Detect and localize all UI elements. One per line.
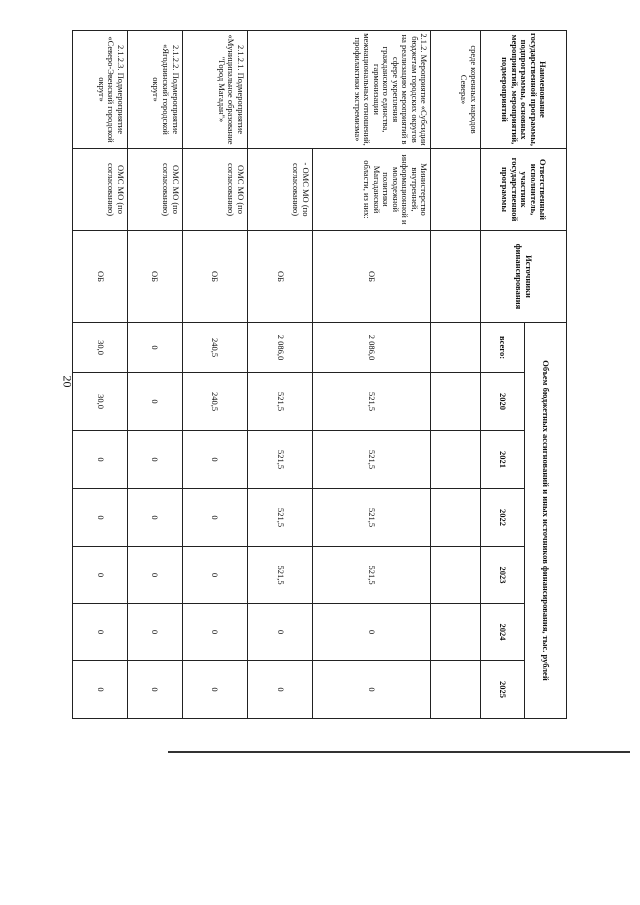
cell-total: 0: [127, 323, 182, 373]
cell-executor: ОМС МО (по согласованию): [127, 149, 182, 231]
rotated-table-inner: [72, 30, 567, 718]
header-year: 2023: [481, 547, 525, 604]
cell-name: 2.1.2. Мероприятие «Субсидии бюджетам городских округов на реализацию мероприятий в сфере укрепления гражданского единства, гармонизации межнациональных отношений, профилактики экстремизма»: [247, 31, 431, 149]
cell-name: 2.1.2.2. Подмероприятие «Ягоднинский городской округ»: [127, 31, 182, 149]
cell-value: [431, 604, 481, 661]
cell-value: 0: [127, 431, 182, 489]
cell-value: [431, 489, 481, 547]
cell-value: 0: [182, 661, 247, 719]
cell-source: ОБ: [73, 231, 128, 323]
cell-value: [431, 373, 481, 431]
cell-source: ОБ: [247, 231, 312, 323]
cell-value: [431, 431, 481, 489]
cell-name: 2.1.2.3. Подмероприятие «Северо-Эвенский городской округ»: [73, 31, 128, 149]
cell-total: 240,5: [182, 323, 247, 373]
cell-value: 0: [182, 431, 247, 489]
cell-value: 0: [127, 661, 182, 719]
cell-value: 521,5: [312, 489, 431, 547]
cell-value: 0: [127, 604, 182, 661]
header-year: 2020: [481, 373, 525, 431]
cell-name: среде коренных народов Севера»: [431, 31, 481, 149]
cell-executor: ОМС МО (по согласованию): [73, 149, 128, 231]
cell-value: 521,5: [247, 373, 312, 431]
cell-value: [431, 661, 481, 719]
cell-value: 0: [247, 661, 312, 719]
cell-value: 521,5: [312, 373, 431, 431]
cell-executor: [431, 149, 481, 231]
cell-value: 0: [312, 604, 431, 661]
rotated-table-area: [72, 30, 567, 718]
header-volume-group: Объем бюджетных ассигнований и иных источников финансирования, тыс. рублей: [525, 323, 567, 719]
header-year: 2024: [481, 604, 525, 661]
header-year: 2025: [481, 661, 525, 719]
cell-value: 0: [73, 604, 128, 661]
table-row: [127, 31, 182, 719]
cell-executor: ОМС МО (по согласованию): [182, 149, 247, 231]
table-row: [182, 31, 247, 719]
cell-value: 30,0: [73, 373, 128, 431]
header-executor: Ответственный исполнитель, участник государственной программы: [481, 149, 567, 231]
header-name: Наименование государственной программы, подпрограммы, основных мероприятий, мероприятий, подмероприятий: [481, 31, 567, 149]
cell-value: 0: [182, 547, 247, 604]
cell-value: 0: [247, 604, 312, 661]
table-row: [73, 31, 128, 719]
cell-executor: - ОМС МО (по согласованию): [247, 149, 312, 231]
cell-total: [431, 323, 481, 373]
cell-value: 0: [182, 489, 247, 547]
cell-value: 0: [127, 547, 182, 604]
cell-value: 521,5: [247, 547, 312, 604]
cell-name: 2.1.2.1. Подмероприятие «Муниципальное образование "Город Магадан"»: [182, 31, 247, 149]
header-year: 2022: [481, 489, 525, 547]
header-source: Источники финансирования: [481, 231, 567, 323]
cell-value: [431, 547, 481, 604]
cell-total: 2 086,0: [312, 323, 431, 373]
cell-value: 521,5: [247, 489, 312, 547]
cell-value: 0: [73, 489, 128, 547]
table-row: [431, 31, 481, 719]
cell-source: ОБ: [182, 231, 247, 323]
cell-executor: Министерство внутренней, информационной и молодежной политики Магаданской области, из них:: [312, 149, 431, 231]
cell-source: ОБ: [312, 231, 431, 323]
cell-value: 0: [127, 489, 182, 547]
cell-total: 30,0: [73, 323, 128, 373]
header-total: всего:: [481, 323, 525, 373]
cell-value: 0: [127, 373, 182, 431]
budget-table: [72, 30, 567, 719]
cell-value: 521,5: [247, 431, 312, 489]
cell-total: 2 086,0: [247, 323, 312, 373]
cell-value: 240,5: [182, 373, 247, 431]
cell-value: 0: [73, 431, 128, 489]
cell-source: [431, 231, 481, 323]
header-year: 2021: [481, 431, 525, 489]
table-row: [312, 31, 431, 719]
bottom-divider: [168, 751, 630, 753]
cell-value: 0: [312, 661, 431, 719]
cell-value: 0: [73, 547, 128, 604]
page-number: 20: [60, 375, 75, 388]
cell-value: 0: [73, 661, 128, 719]
cell-value: 521,5: [312, 547, 431, 604]
cell-value: 521,5: [312, 431, 431, 489]
cell-value: 0: [182, 604, 247, 661]
cell-source: ОБ: [127, 231, 182, 323]
